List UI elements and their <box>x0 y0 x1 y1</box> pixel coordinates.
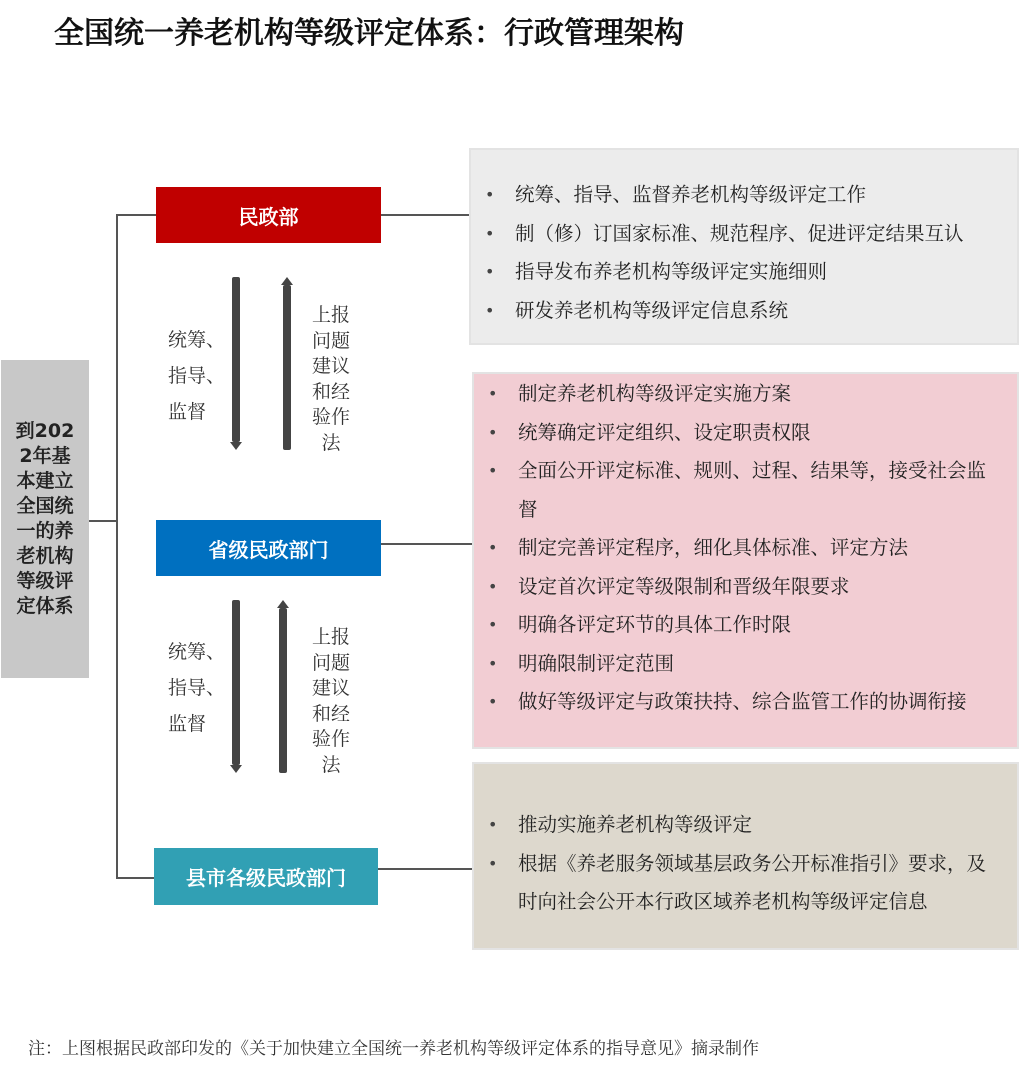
list-item: • 推动实施养老机构等级评定 <box>474 806 997 845</box>
node-county-label: 县市各级民政部门 <box>186 866 346 890</box>
connector-ministry-panel <box>381 214 470 216</box>
list-item: • 指导发布养老机构等级评定实施细则 <box>471 253 1017 292</box>
flow-2-down-arrow <box>232 600 240 773</box>
page-title: 全国统一养老机构等级评定体系：行政管理架构 <box>54 16 684 51</box>
node-ministry-label: 民政部 <box>238 204 299 229</box>
list-item: • 根据《养老服务领域基层政务公开标准指引》要求，及时向社会公开本行政区域养老机构等级评定信息 <box>474 845 997 922</box>
list-item: • 制定养老机构等级评定实施方案 <box>474 375 997 414</box>
panel-province-list <box>474 375 997 722</box>
flow-2-down-label: 统筹、 指导、 监督 <box>168 641 226 735</box>
list-item: • 明确各评定环节的具体工作时限 <box>474 606 997 645</box>
flow-1-up-label: 上报问题建议和经验作法 <box>311 304 350 454</box>
list-item: • 统筹确定评定组织、设定职责权限 <box>474 414 997 453</box>
connector-county-panel <box>378 868 472 870</box>
connector-bracket-vertical <box>116 214 118 879</box>
list-item: • 做好等级评定与政策扶持、综合监管工作的协调衔接 <box>474 683 997 722</box>
list-item: • 明确限制评定范围 <box>474 645 997 684</box>
sidebar-goal-box <box>1 360 89 678</box>
sidebar-goal-text: 到2022年基本建立全国统一的养老机构等级评定体系 <box>15 420 75 617</box>
flow-1-down-arrow <box>232 277 240 450</box>
list-item: • 全面公开评定标准、规则、过程、结果等，接受社会监督 <box>474 452 997 529</box>
footnote: 注：上图根据民政部印发的《关于加快建立全国统一养老机构等级评定体系的指导意见》摘录制作 <box>28 1039 759 1059</box>
node-province-label: 省级民政部门 <box>208 537 329 562</box>
panel-province-duties <box>472 372 1019 749</box>
node-ministry <box>156 187 381 243</box>
flow-1-down-label: 统筹、 指导、 监督 <box>168 329 226 423</box>
node-province <box>156 520 381 576</box>
list-item: • 统筹、指导、监督养老机构等级评定工作 <box>471 176 1017 215</box>
panel-county-duties <box>472 762 1019 950</box>
list-item: • 制（修）订国家标准、规范程序、促进评定结果互认 <box>471 215 1017 254</box>
connector-to-county <box>116 877 154 879</box>
node-county <box>154 848 378 905</box>
connector-province-panel <box>381 543 472 545</box>
list-item: • 制定完善评定程序，细化具体标准、评定方法 <box>474 529 997 568</box>
panel-ministry-duties <box>469 148 1019 345</box>
panel-county-list <box>474 806 997 922</box>
flow-1-up-arrow <box>283 277 291 450</box>
list-item: • 设定首次评定等级限制和晋级年限要求 <box>474 568 997 607</box>
list-item: • 研发养老机构等级评定信息系统 <box>471 292 1017 331</box>
flow-2-up-label: 上报问题建议和经验作法 <box>311 626 350 776</box>
connector-to-ministry <box>116 214 156 216</box>
flow-2-up-arrow <box>279 600 287 773</box>
panel-ministry-list <box>471 176 1017 330</box>
connector-sidebar <box>89 520 117 522</box>
